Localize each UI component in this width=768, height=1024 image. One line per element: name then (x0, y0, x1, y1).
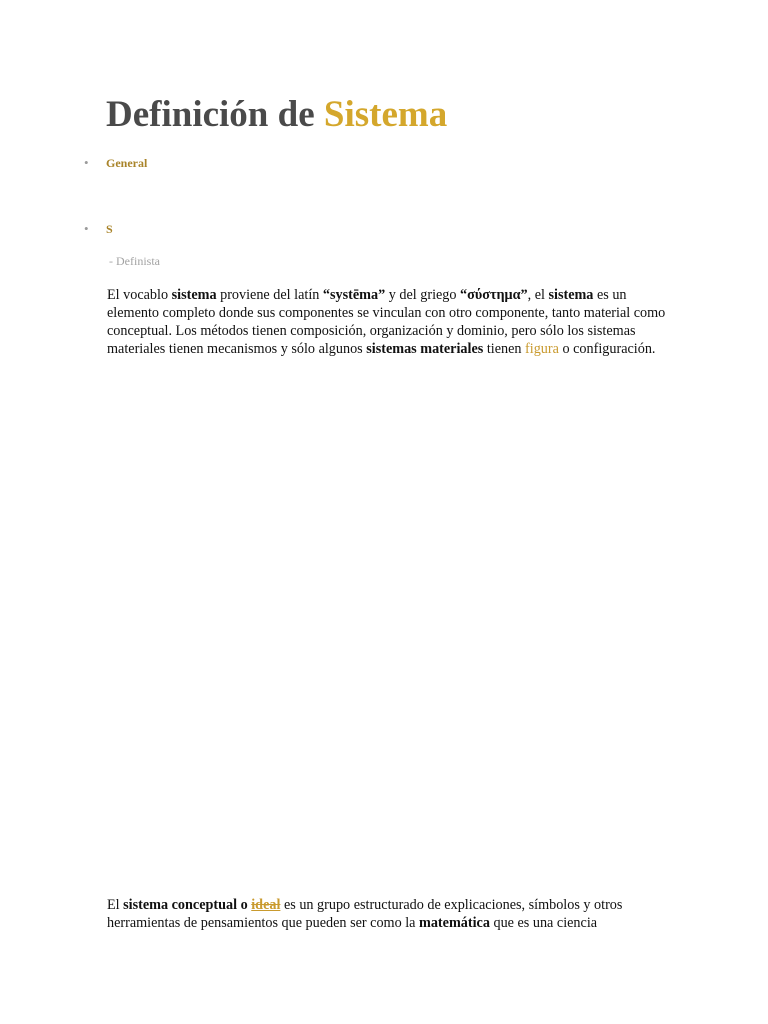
category-link-s[interactable]: S (106, 222, 113, 236)
bullet-icon: • (84, 221, 89, 236)
category-item-s (84, 221, 113, 237)
text: es un grupo estructurado de explicaciones, símbolos y otros herramientas de pensamientos que pueden ser como la (107, 897, 623, 931)
paragraph-intro (107, 286, 667, 358)
bold-term: matemática (419, 915, 490, 931)
bold-term: sistema conceptual o (123, 897, 248, 913)
link-ideal[interactable]: ideal (251, 897, 281, 913)
paragraph-conceptual (107, 896, 667, 932)
title-prefix: Definición de (106, 94, 315, 135)
text: proviene del latín (216, 287, 323, 303)
link-figura[interactable]: figura (525, 341, 559, 357)
bold-term: sistemas materiales (366, 341, 484, 357)
page-title (106, 90, 447, 140)
text: , el (527, 287, 549, 303)
category-link-general[interactable]: General (106, 156, 148, 170)
text: o configuración. (558, 341, 656, 357)
text: tienen (483, 341, 526, 357)
text: es un elemento completo donde sus componentes se vinculan con otro componente, tanto material como conceptual. Los métodos tienen composición, organización y dominio, pero sólo los sistemas materiales tienen mecanismos y sólo algunos (107, 287, 666, 357)
bold-term: “systēma” (322, 287, 386, 303)
author-byline: - Definista (109, 254, 160, 268)
bold-term: sistema (548, 287, 594, 303)
text: y del griego (385, 287, 461, 303)
text: El (107, 897, 124, 913)
text: que es una ciencia (489, 915, 598, 931)
category-item-general (84, 155, 147, 171)
bold-term: sistema (171, 287, 217, 303)
title-accent: Sistema (323, 94, 448, 135)
text: El vocablo (107, 287, 172, 303)
bullet-icon: • (84, 155, 89, 170)
bold-term: “σύστημα” (460, 287, 528, 303)
